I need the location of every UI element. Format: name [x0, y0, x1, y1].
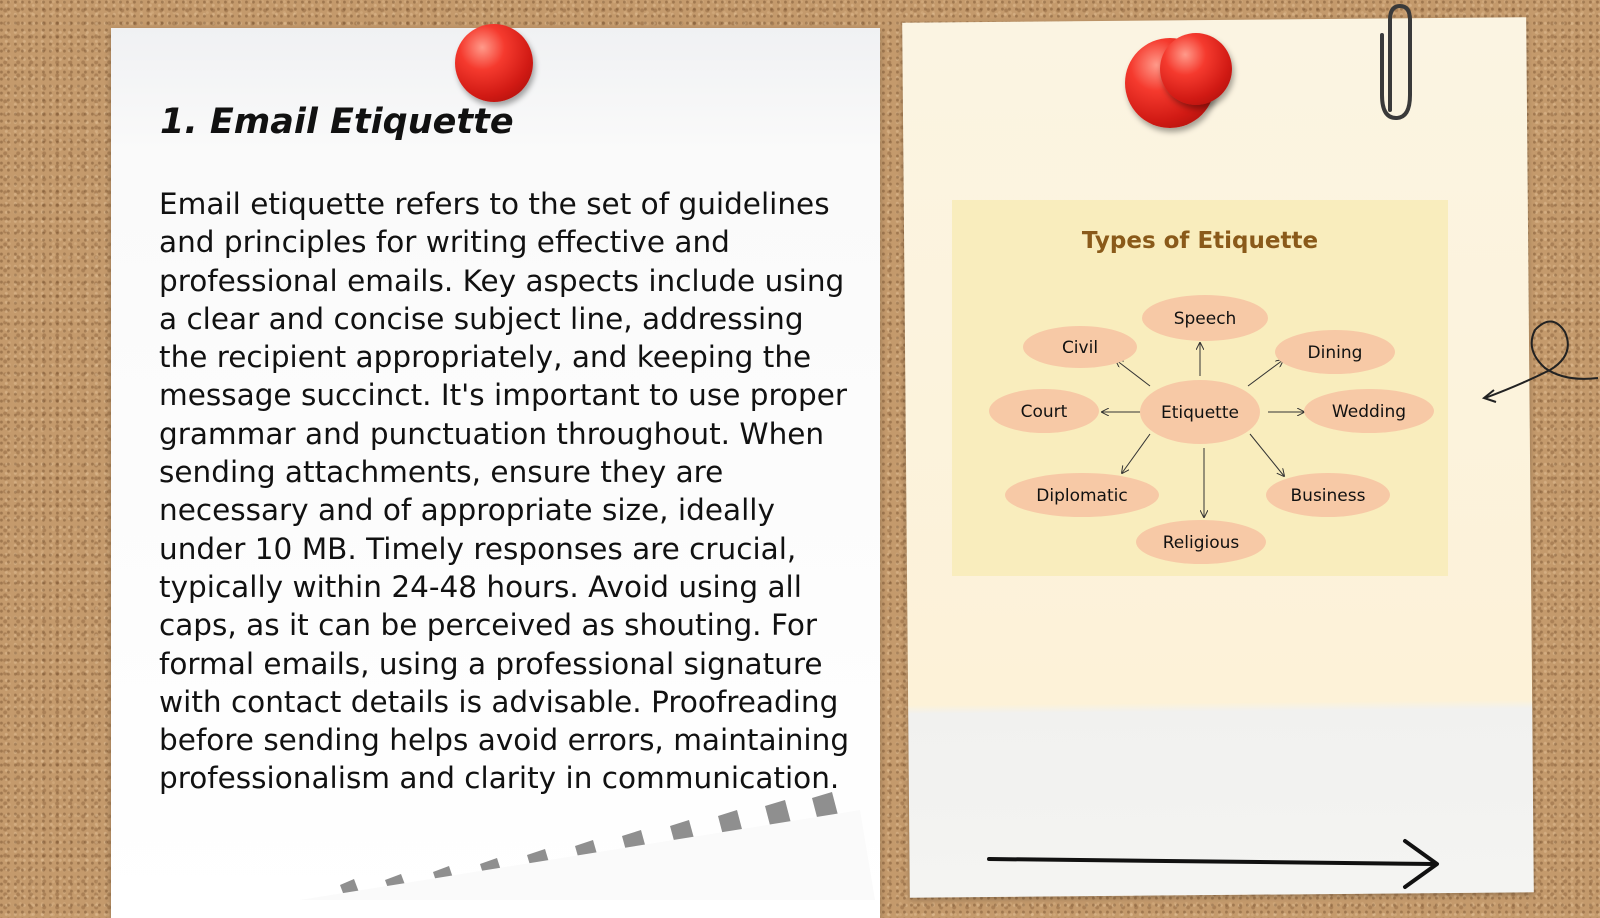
etiquette-diagram: [952, 200, 1448, 576]
node-label: Diplomatic: [1036, 486, 1128, 506]
arrow-diplomatic: [1122, 434, 1150, 473]
arrow-dining: [1248, 360, 1283, 386]
node-wedding: [1304, 389, 1434, 433]
body-text: Email etiquette refers to the set of guidelines and principles for writing effective and professional emails. Key aspects include using a clear and concise subject line, addressing the recipient appropriately, and keeping the message succinct. It's important to use proper grammar and punctuation throughout. When sending attachments, ensure they are necessary and of appropriate size, ideally under 10 MB. Timely responses are crucial, typically within 24-48 hours. Avoid using all caps, as it can be perceived as shouting. For formal emails, using a professional signature with contact details is advisable. Proofreading before sending helps avoid errors, maintaining professionalism and clarity in communication.: [159, 187, 850, 796]
arrow-business: [1250, 434, 1284, 476]
node-business: [1266, 473, 1390, 517]
diagram-title: Types of Etiquette: [1081, 228, 1319, 254]
center-node: [1140, 380, 1260, 444]
paperclip-icon: [1376, 0, 1426, 130]
push-pin-icon: [1160, 33, 1232, 105]
node-civil: [1023, 326, 1137, 368]
page-title: 1. Email Etiquette: [160, 102, 514, 142]
node-label: Court: [1020, 402, 1068, 422]
swirl-arrow-decoration: [1480, 310, 1600, 410]
node-label: Wedding: [1331, 402, 1407, 422]
diagram-canvas: [952, 200, 1448, 576]
node-label: Dining: [1307, 343, 1363, 363]
node-dining: [1275, 330, 1395, 374]
node-label: Civil: [1061, 338, 1099, 358]
node-speech: [1142, 295, 1268, 341]
push-pin-icon: [455, 24, 533, 102]
node-center-label: Etiquette: [1161, 403, 1239, 423]
node-religious: [1136, 520, 1266, 564]
node-label: Business: [1290, 486, 1366, 506]
arrow-right-icon: [985, 835, 1445, 895]
node-diplomatic: [1005, 473, 1159, 517]
node-label: Speech: [1173, 309, 1237, 329]
node-label: Religious: [1162, 533, 1240, 553]
torn-paper-decoration: [300, 790, 880, 900]
arrow-civil: [1116, 360, 1150, 386]
node-court: [989, 389, 1099, 433]
